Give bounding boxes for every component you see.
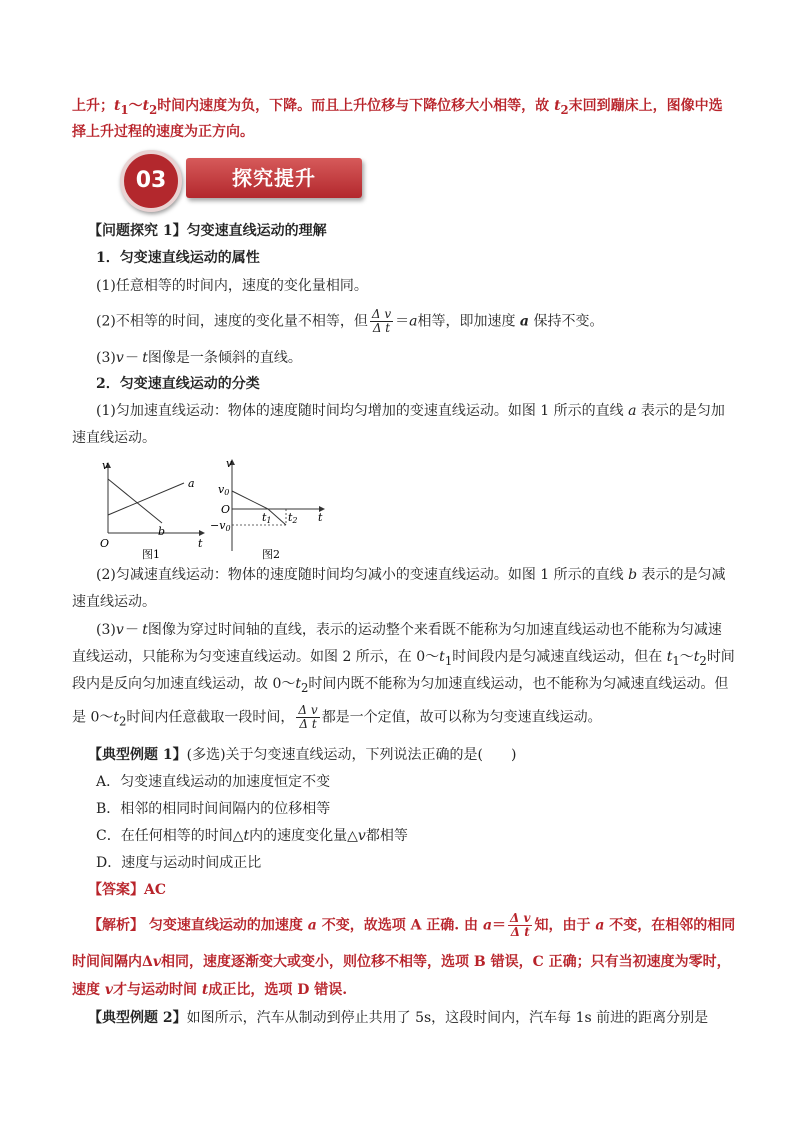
fig2-v0-label: v0 <box>218 483 230 497</box>
fig1-origin: O <box>100 537 110 550</box>
fig2-origin: O <box>221 503 231 516</box>
fig2-line-decel <box>232 491 268 509</box>
answer: 【答案】AC <box>88 882 167 898</box>
paragraph-2: (2)不相等的时间，速度的变化量不相等，但 $\frac{\text{Δ v}}{\text{Δ t}}$ ＝a相等，即加速度 a 保持不变。 <box>96 307 604 335</box>
paragraph-4-line-1: (1)匀加速直线运动：物体的速度随时间均匀增加的变速直线运动。如图 1 所示的直线 a 表示的是匀加 <box>96 403 725 419</box>
explanation-line-3: 速度 v才与运动时间 t成正比，选项 D 错误. <box>72 982 348 998</box>
paragraph-1: (1)任意相等的时间内，速度的变化量相同。 <box>96 278 368 294</box>
section-heading: 【问题探究 1】匀变速直线运动的理解 <box>88 223 327 239</box>
paragraph-3: (3)v－ t图像是一条倾斜的直线。 <box>96 350 302 366</box>
figures <box>96 455 336 560</box>
fig1-label-b: b <box>158 525 166 538</box>
option-a: A．匀变速直线运动的加速度恒定不变 <box>96 774 331 790</box>
fig2-neg-v0-label: −v0 <box>210 519 231 533</box>
paragraph-6-line-4: 是 $0\sim t_2$时间内任意截取一段时间， $\frac{\text{Δ v}}{\text{Δ t}}$ 都是一个定值，故可以称为匀变速直线运动。 <box>72 703 602 731</box>
example-2-question: 【典型例题 2】如图所示，汽车从制动到停止共用了 5s，这段时间内，汽车每 1s 前进的距离分别是 <box>88 1010 709 1026</box>
banner-number-badge <box>120 150 182 212</box>
subheading-1: 1．匀变速直线运动的属性 <box>96 250 260 266</box>
paragraph-6-line-2: 直线运动，只能称为匀变速直线运动。如图 2 所示，在 $0\sim t_1$时间段内是匀减速直线运动，但在 $t_1\sim t_2$时间 <box>72 649 735 668</box>
banner-number: 03 <box>135 168 167 193</box>
explanation-line-1: 【解析】 匀变速直线运动的加速度 a 不变，故选项 A 正确. 由 a＝ $\frac{\text{Δ v}}{\text{Δ t}}$ 知，由于 a 不变，在相邻的相同 <box>88 911 736 939</box>
fig1-y-label: v <box>102 459 109 472</box>
fig1-x-label: t <box>198 537 203 550</box>
fig2-t1-label: t1 <box>262 511 272 525</box>
intro-line-2: 择上升过程的速度为正方向。 <box>72 124 254 140</box>
option-c: C．在任何相等的时间△t内的速度变化量△v都相等 <box>96 828 408 844</box>
fig2-x-label: t <box>318 511 323 524</box>
fig2-y-label: v <box>226 457 233 470</box>
subheading-2: 2．匀变速直线运动的分类 <box>96 376 260 392</box>
section-banner <box>186 158 362 198</box>
fig2-t2-label: t2 <box>288 511 298 525</box>
paragraph-4-line-2: 速直线运动。 <box>72 430 156 446</box>
banner-title: 探究提升 <box>232 166 316 190</box>
fig1-label-a: a <box>188 477 195 490</box>
example-1-question: 【典型例题 1】(多选)关于匀变速直线运动，下列说法正确的是( ) <box>88 747 517 763</box>
fig1-caption: 图1 <box>142 548 160 560</box>
paragraph-5-line-2: 速直线运动。 <box>72 594 156 610</box>
intro-line-1: 上升；$t_1\sim t_2$时间内速度为负，下降。而且上升位移与下降位移大小相等，故 $t_2$末回到蹦床上，图像中选 <box>72 98 723 117</box>
fig1-line-b <box>108 479 162 523</box>
explanation-line-2: 时间间隔内Δv相同，速度逐渐变大或变小，则位移不相等，选项 B 错误，C 正确；只有当初速度为零时， <box>72 954 731 970</box>
fig2-caption: 图2 <box>262 548 280 560</box>
paragraph-6-line-3: 段内是反向匀加速直线运动，故 $0\sim t_2$时间内既不能称为匀加速直线运动，也不能称为匀减速直线运动。但 <box>72 676 729 695</box>
figure-1 <box>100 459 204 560</box>
option-b: B．相邻的相同时间间隔内的位移相等 <box>96 801 331 817</box>
option-d: D．速度与运动时间成正比 <box>96 855 262 871</box>
paragraph-5-line-1: (2)匀减速直线运动：物体的速度随时间均匀减小的变速直线运动。如图 1 所示的直线 b 表示的是匀减 <box>96 567 726 583</box>
paragraph-6-line-1: (3)v－ t图像为穿过时间轴的直线，表示的运动整个来看既不能称为匀加速直线运动也不能称为匀减速 <box>96 622 722 638</box>
figure-2 <box>210 457 324 560</box>
